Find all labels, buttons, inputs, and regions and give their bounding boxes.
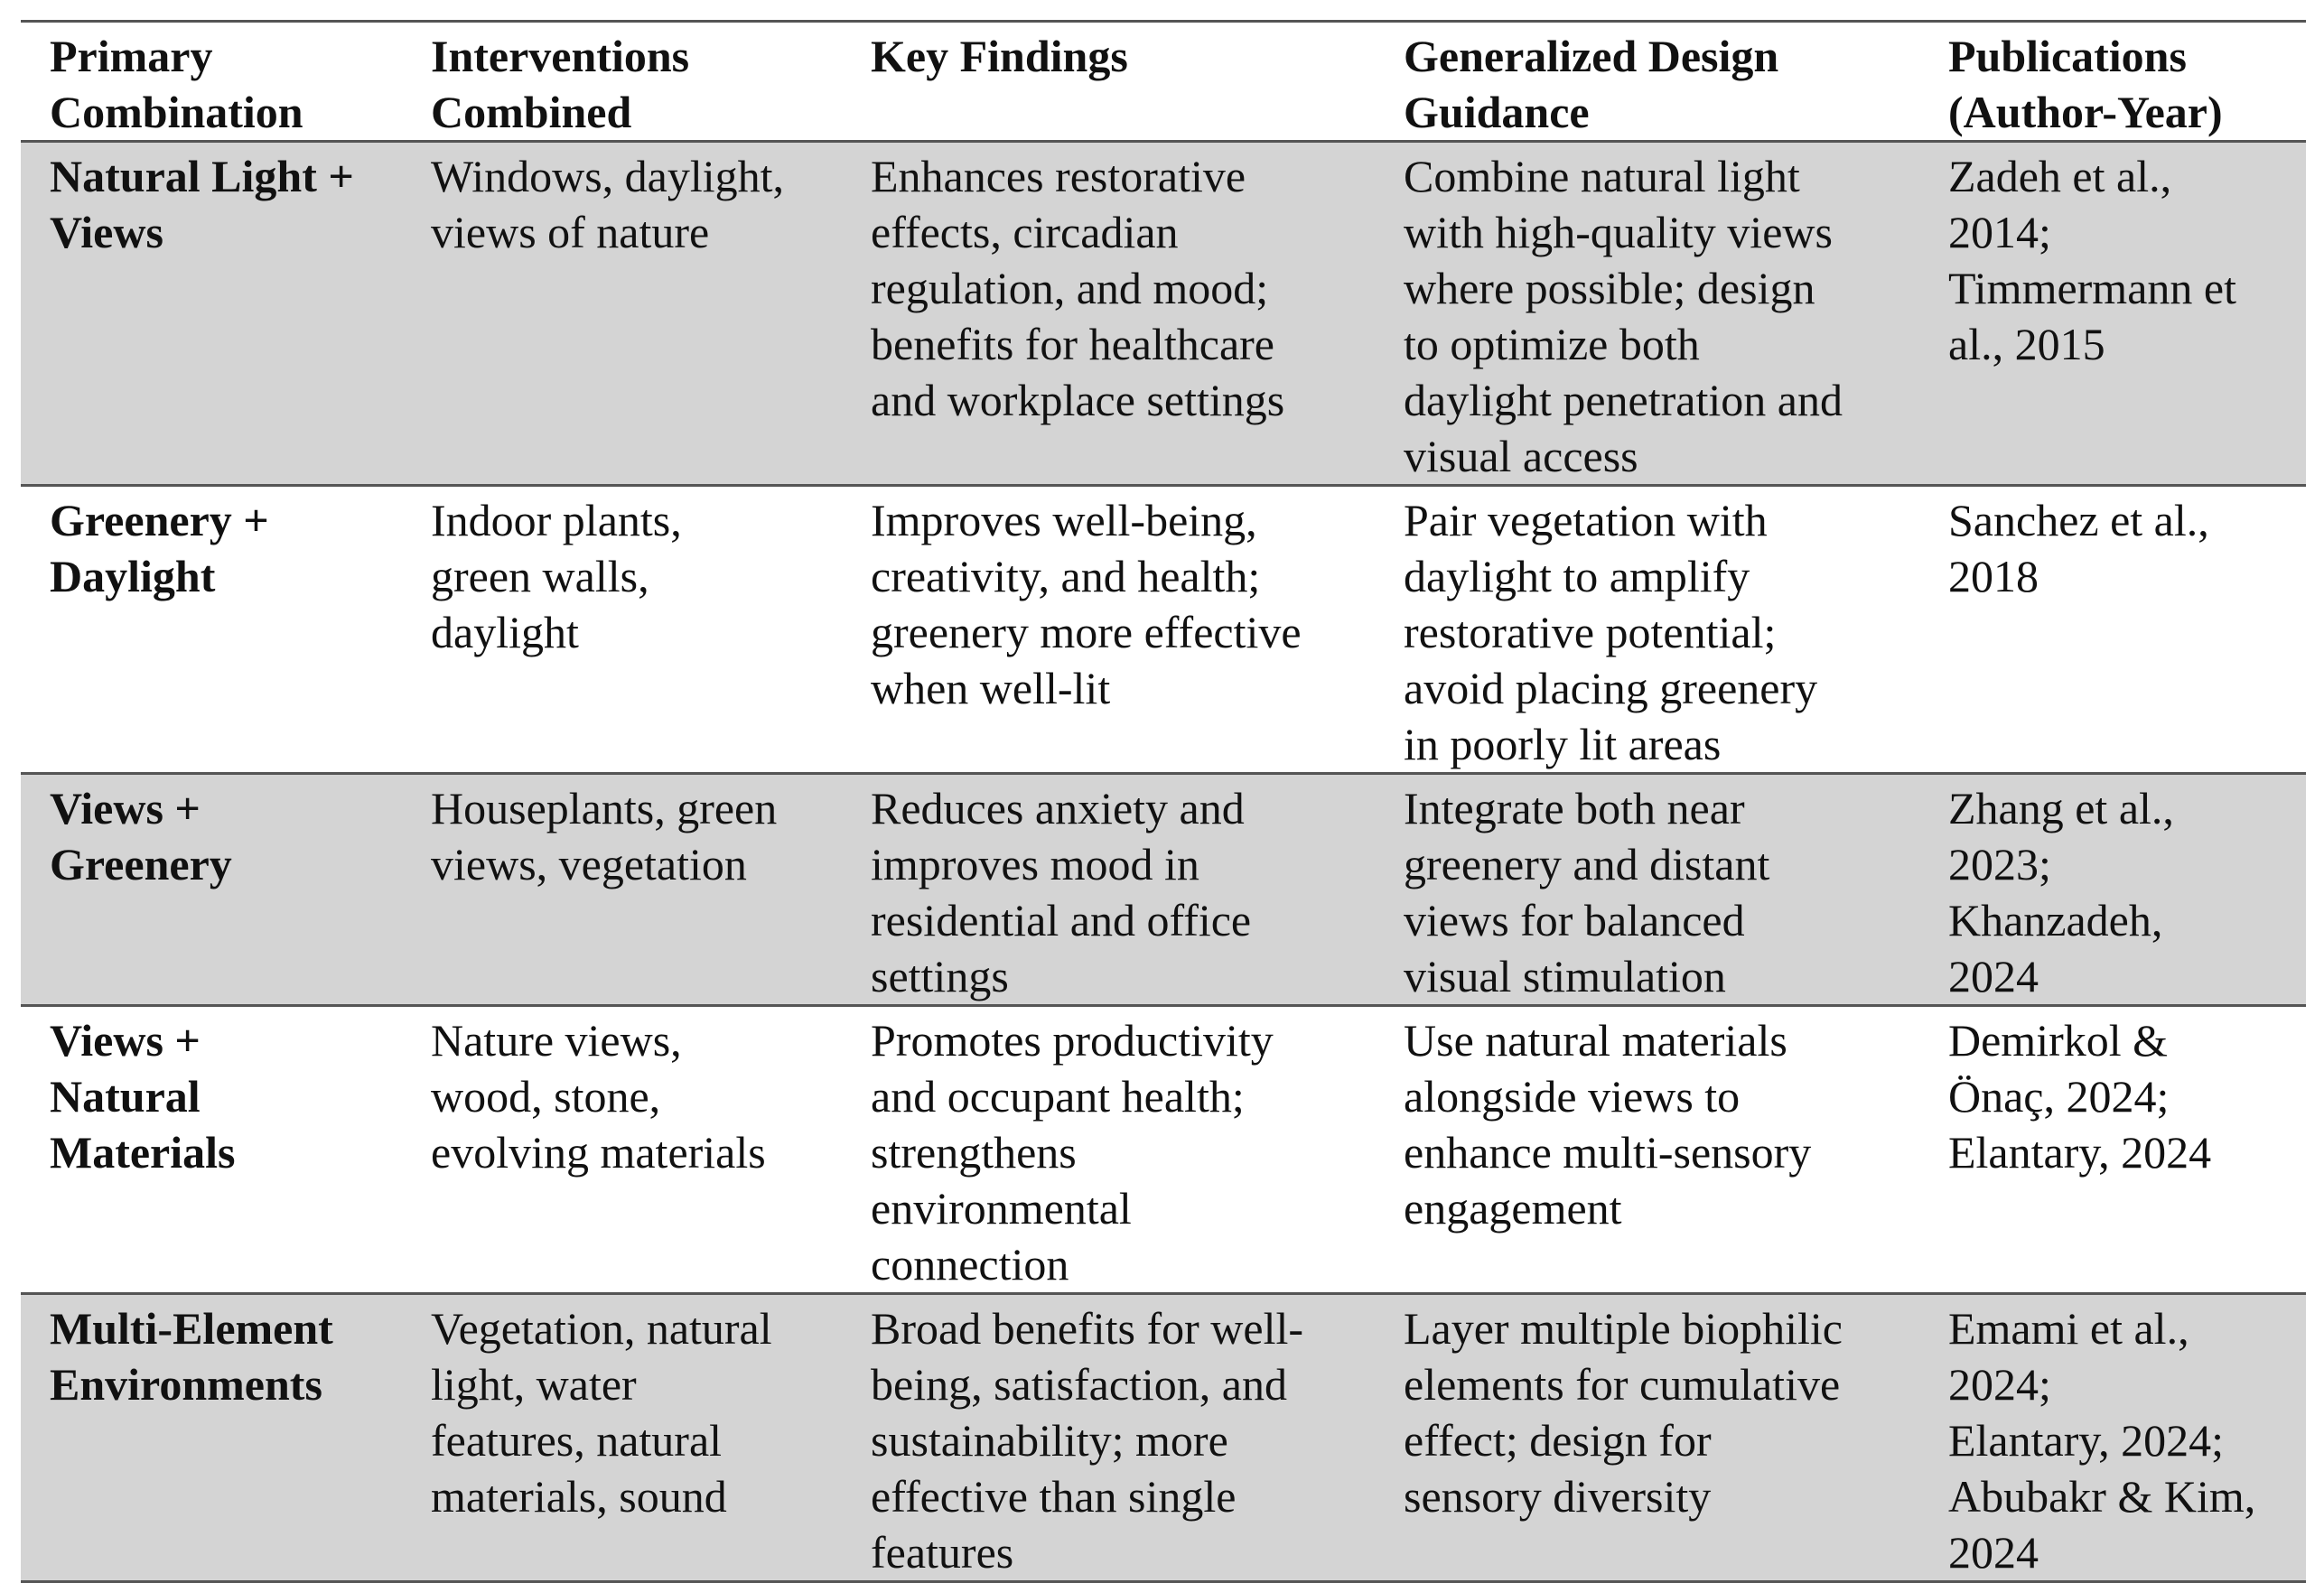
table-row: [21, 1006, 2306, 1294]
header-primary-combination: Primary Combination: [50, 31, 303, 137]
cell-findings: Enhances restorative effects, circadian regulation, and mood; benefits for healthcare and workplace settings: [842, 142, 1375, 486]
cell-publications: Emami et al., 2024; Elantary, 2024; Abubakr & Kim, 2024: [1919, 1294, 2306, 1582]
header-design-guidance: Generalized Design Guidance: [1404, 31, 1779, 137]
header-publications: Publications (Author-Year): [1948, 31, 2223, 137]
table-row: [21, 774, 2306, 1006]
cell-combination: Greenery + Daylight: [21, 486, 402, 774]
table-row: [21, 142, 2306, 486]
cell-interventions: Windows, daylight, views of nature: [402, 142, 842, 486]
cell-publications: Zhang et al., 2023; Khanzadeh, 2024: [1919, 774, 2306, 1006]
cell-guidance: Layer multiple biophilic elements for cumulative effect; design for sensory diversity: [1375, 1294, 1919, 1582]
cell-guidance: Integrate both near greenery and distant views for balanced visual stimulation: [1375, 774, 1919, 1006]
cell-combination: Natural Light + Views: [21, 142, 402, 486]
table-body: [21, 142, 2306, 1582]
header-key-findings: Key Findings: [871, 31, 1128, 81]
cell-interventions: Nature views, wood, stone, evolving materials: [402, 1006, 842, 1294]
header-row: [21, 22, 2306, 142]
table-header: [21, 22, 2306, 142]
table-row: [21, 1294, 2306, 1582]
table-container: [21, 20, 2306, 1583]
header-interventions-combined: Interventions Combined: [431, 31, 690, 137]
cell-combination: Multi-Element Environments: [21, 1294, 402, 1582]
biophilic-combinations-table: [21, 20, 2306, 1583]
cell-combination: Views + Natural Materials: [21, 1006, 402, 1294]
cell-guidance: Pair vegetation with daylight to amplify restorative potential; avoid placing greenery in poorly lit areas: [1375, 486, 1919, 774]
cell-findings: Improves well-being, creativity, and health; greenery more effective when well-lit: [842, 486, 1375, 774]
cell-findings: Promotes productivity and occupant health; strengthens environmental connection: [842, 1006, 1375, 1294]
cell-guidance: Combine natural light with high-quality views where possible; design to optimize both daylight penetration and visual access: [1375, 142, 1919, 486]
cell-guidance: Use natural materials alongside views to enhance multi-sensory engagement: [1375, 1006, 1919, 1294]
cell-interventions: Houseplants, green views, vegetation: [402, 774, 842, 1006]
cell-publications: Demirkol & Önaç, 2024; Elantary, 2024: [1919, 1006, 2306, 1294]
cell-findings: Reduces anxiety and improves mood in residential and office settings: [842, 774, 1375, 1006]
table-row: [21, 486, 2306, 774]
cell-publications: Sanchez et al., 2018: [1919, 486, 2306, 774]
cell-findings: Broad benefits for well- being, satisfaction, and sustainability; more effective than single features: [842, 1294, 1375, 1582]
cell-publications: Zadeh et al., 2014; Timmermann et al., 2015: [1919, 142, 2306, 486]
cell-combination: Views + Greenery: [21, 774, 402, 1006]
cell-interventions: Vegetation, natural light, water features, natural materials, sound: [402, 1294, 842, 1582]
cell-interventions: Indoor plants, green walls, daylight: [402, 486, 842, 774]
